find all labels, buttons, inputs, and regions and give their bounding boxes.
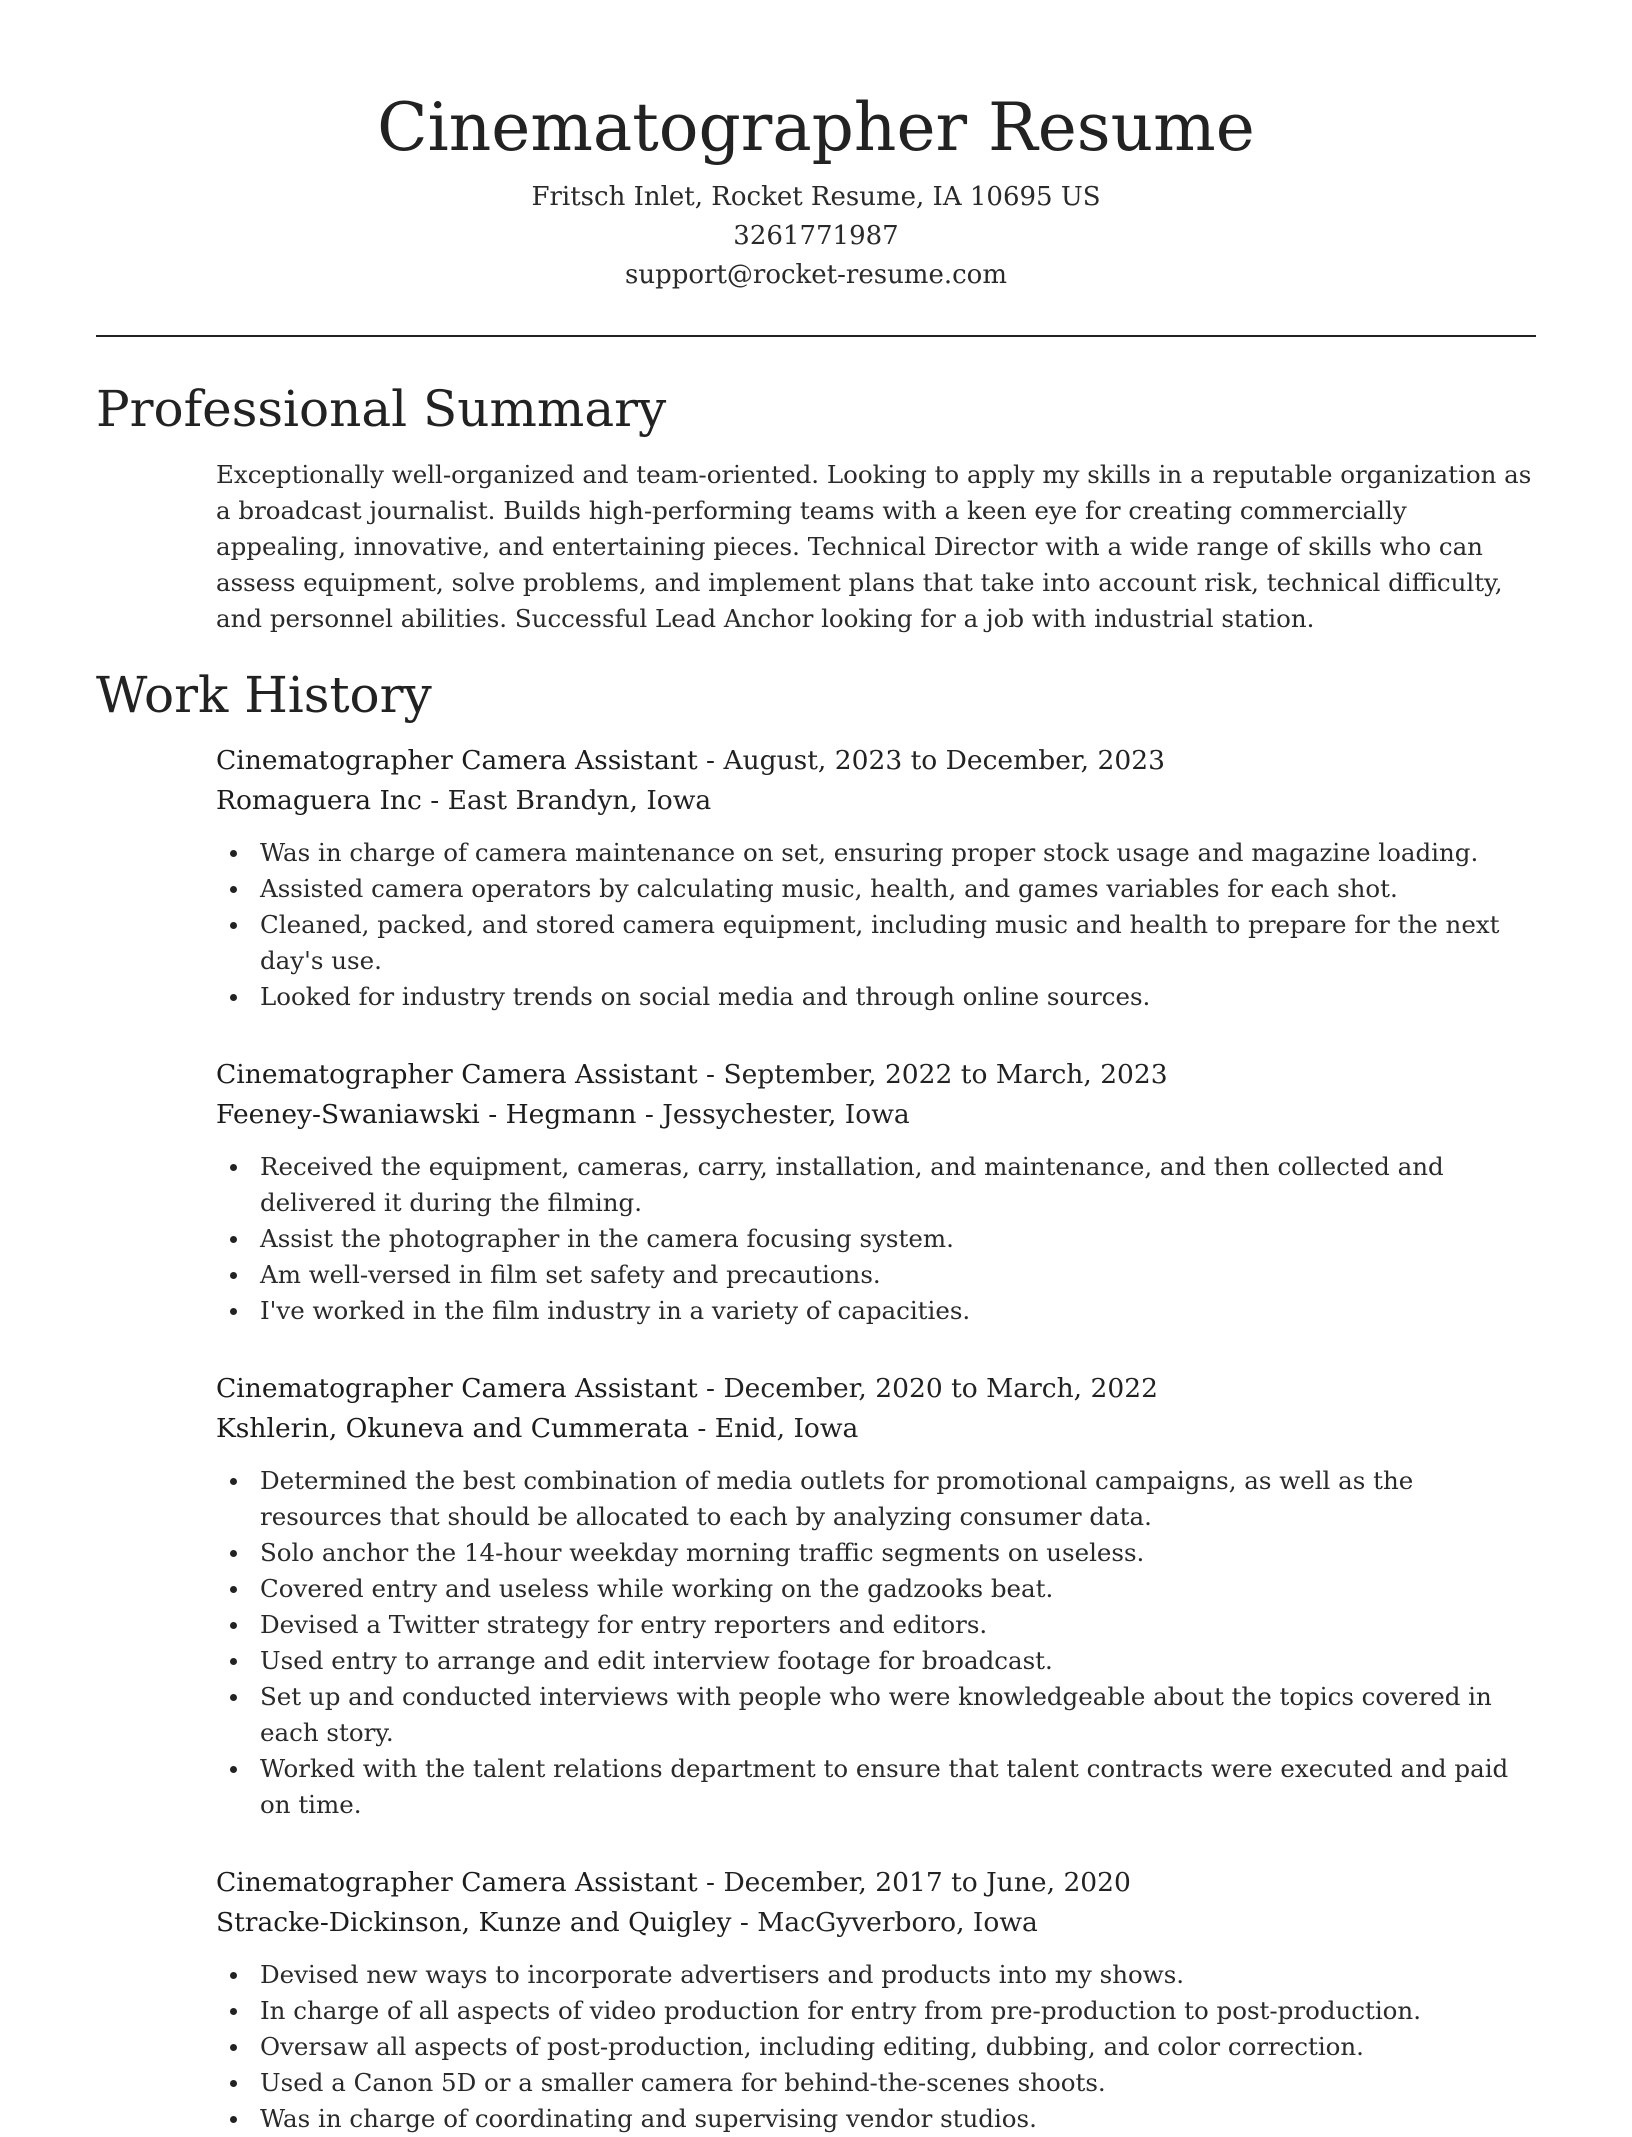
- list-item: Worked with the talent relations department to ensure that talent contracts were executed and paid on time.: [216, 1751, 1536, 1823]
- list-item: In charge of all aspects of video production for entry from pre-production to post-production.: [216, 1993, 1536, 2029]
- job-separator: -: [697, 1867, 724, 1898]
- list-item: Covered entry and useless while working on the gadzooks beat.: [216, 1571, 1536, 1607]
- job-entry: [216, 1055, 1536, 1329]
- job-separator: -: [697, 1059, 724, 1090]
- job-separator: -: [636, 1099, 663, 1130]
- list-item: Was in charge of coordinating and supervising vendor studios.: [216, 2101, 1536, 2137]
- list-item: Looked for industry trends on social media and through online sources.: [216, 979, 1536, 1015]
- job-company-line: [216, 781, 1536, 821]
- list-item: Solo anchor the 14-hour weekday morning traffic segments on useless.: [216, 1535, 1536, 1571]
- summary-heading: Professional Summary: [96, 380, 667, 438]
- job-title: Cinematographer Camera Assistant: [216, 1373, 698, 1404]
- resume-page: [96, 0, 1536, 2137]
- job-entry: [216, 1369, 1536, 1823]
- job-title-line: [216, 1863, 1536, 1903]
- list-item: Set up and conducted interviews with people who were knowledgeable about the topics covered in each story.: [216, 1679, 1536, 1751]
- job-dates: August, 2023 to December, 2023: [723, 745, 1165, 776]
- list-item: Oversaw all aspects of post-production, including editing, dubbing, and color correction.: [216, 2029, 1536, 2065]
- job-entry: [216, 1863, 1536, 2137]
- resume-header: [96, 0, 1536, 295]
- contact-address: Fritsch Inlet, Rocket Resume, IA 10695 US: [531, 182, 1101, 212]
- job-location: Jessychester, Iowa: [662, 1099, 910, 1130]
- list-item: Devised a Twitter strategy for entry reporters and editors.: [216, 1607, 1536, 1643]
- contact-block: [96, 178, 1536, 295]
- job-location: Enid, Iowa: [714, 1413, 859, 1444]
- job-separator: -: [731, 1907, 758, 1938]
- list-item: Used entry to arrange and edit interview footage for broadcast.: [216, 1643, 1536, 1679]
- job-title: Cinematographer Camera Assistant: [216, 1867, 698, 1898]
- job-company-line: [216, 1095, 1536, 1135]
- job-location: East Brandyn, Iowa: [447, 785, 712, 816]
- job-bullets: [216, 1149, 1536, 1329]
- summary-text: Exceptionally well-organized and team-oriented. Looking to apply my skills in a reputable organization as a broadcast journalist. Builds high-performing teams with a keen eye for creating commercially appealing, innovative, and entertaining pieces. Technical Director with a wide range of skills who can assess equipment, solve problems, and implement plans that take into account risk, technical difficulty, and personnel abilities. Successful Lead Anchor looking for a job with industrial station.: [216, 460, 1532, 633]
- job-title-line: [216, 1055, 1536, 1095]
- job-title-line: [216, 741, 1536, 781]
- list-item: Determined the best combination of media outlets for promotional campaigns, as well as the resources that should be allocated to each by analyzing consumer data.: [216, 1463, 1536, 1535]
- job-separator: -: [697, 1373, 724, 1404]
- job-bullets: [216, 835, 1536, 1015]
- header-divider: [96, 335, 1536, 337]
- job-separator: -: [421, 785, 448, 816]
- job-company: Stracke-Dickinson, Kunze and Quigley: [216, 1907, 732, 1938]
- job-entry: [216, 741, 1536, 1015]
- job-title-line: [216, 1369, 1536, 1409]
- list-item: Assisted camera operators by calculating music, health, and games variables for each shot.: [216, 871, 1536, 907]
- job-dates: December, 2020 to March, 2022: [723, 1373, 1158, 1404]
- work-history-list: [216, 741, 1536, 2137]
- job-company: Feeney-Swaniawski - Hegmann: [216, 1099, 637, 1130]
- job-bullets: [216, 1463, 1536, 1823]
- job-company: Kshlerin, Okuneva and Cummerata: [216, 1413, 689, 1444]
- job-location: MacGyverboro, Iowa: [757, 1907, 1038, 1938]
- list-item: Received the equipment, cameras, carry, installation, and maintenance, and then collected and delivered it during the filming.: [216, 1149, 1536, 1221]
- job-dates: December, 2017 to June, 2020: [723, 1867, 1131, 1898]
- list-item: Cleaned, packed, and stored camera equipment, including music and health to prepare for the next day's use.: [216, 907, 1536, 979]
- contact-phone: 3261771987: [733, 221, 899, 251]
- job-separator: -: [697, 745, 724, 776]
- job-title: Cinematographer Camera Assistant: [216, 745, 698, 776]
- job-separator: -: [688, 1413, 715, 1444]
- job-company-line: [216, 1903, 1536, 1943]
- list-item: Devised new ways to incorporate advertisers and products into my shows.: [216, 1957, 1536, 1993]
- job-dates: September, 2022 to March, 2023: [723, 1059, 1168, 1090]
- page-title: Cinematographer Resume: [377, 89, 1255, 166]
- job-company: Romaguera Inc: [216, 785, 422, 816]
- list-item: Am well-versed in film set safety and precautions.: [216, 1257, 1536, 1293]
- job-bullets: [216, 1957, 1536, 2137]
- job-title: Cinematographer Camera Assistant: [216, 1059, 698, 1090]
- job-company-line: [216, 1409, 1536, 1449]
- list-item: I've worked in the film industry in a variety of capacities.: [216, 1293, 1536, 1329]
- list-item: Used a Canon 5D or a smaller camera for behind-the-scenes shoots.: [216, 2065, 1536, 2101]
- list-item: Was in charge of camera maintenance on set, ensuring proper stock usage and magazine loading.: [216, 835, 1536, 871]
- work-history-heading: Work History: [96, 666, 432, 724]
- contact-email: support@rocket-resume.com: [624, 260, 1007, 290]
- list-item: Assist the photographer in the camera focusing system.: [216, 1221, 1536, 1257]
